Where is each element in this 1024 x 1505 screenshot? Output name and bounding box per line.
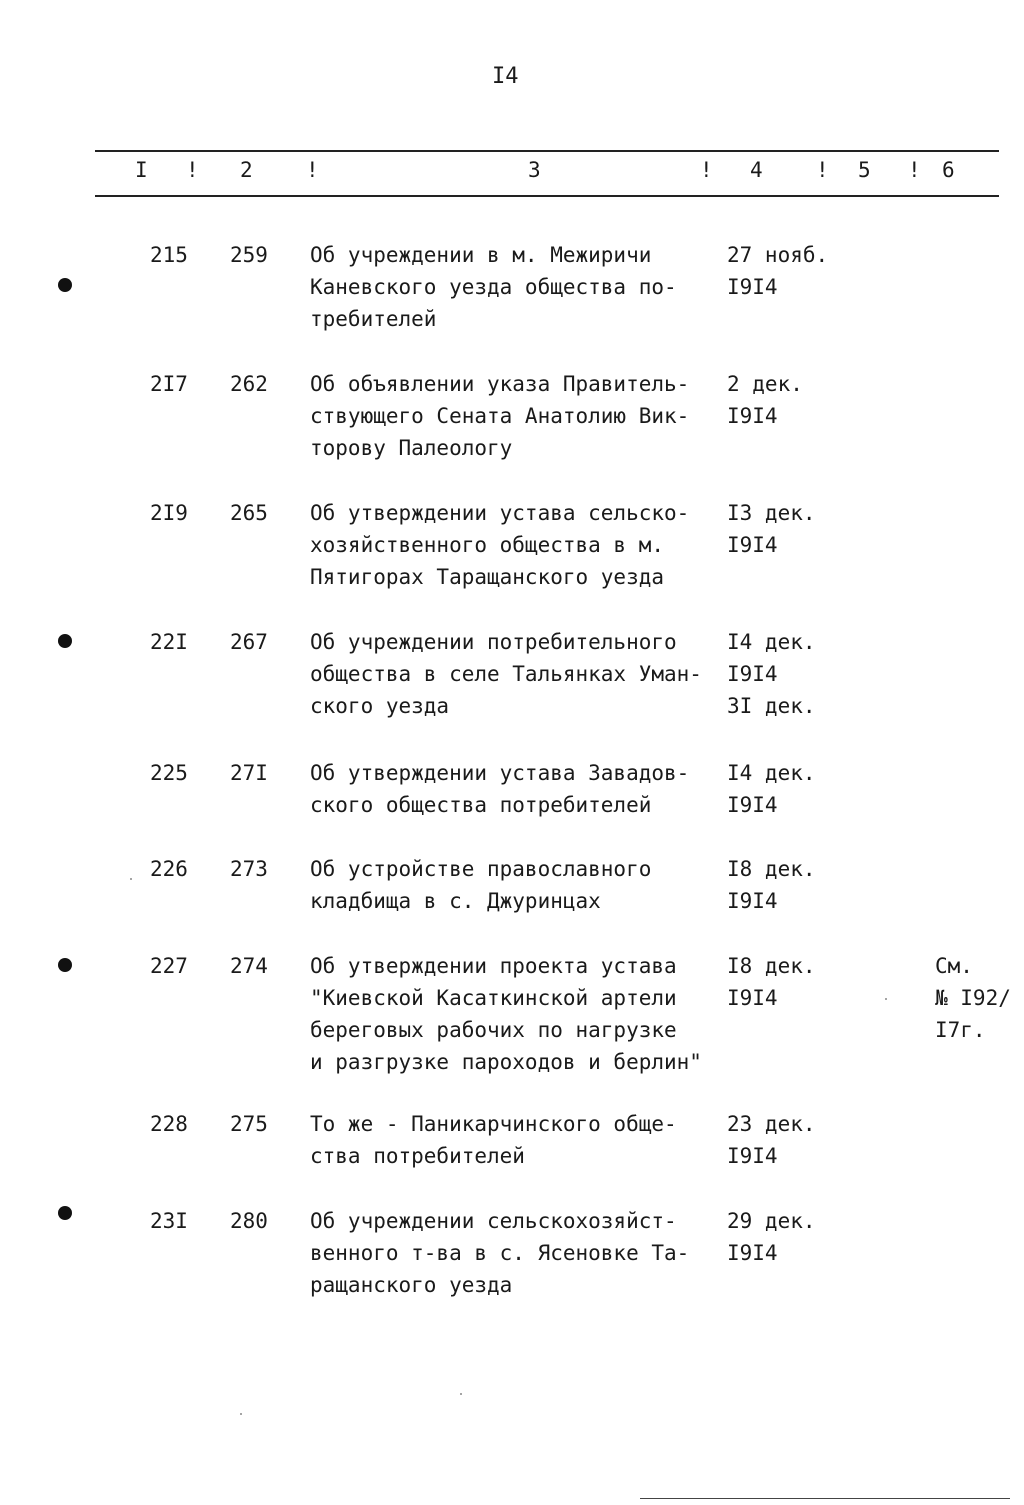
case-date-line: I4 дек. xyxy=(727,761,816,785)
case-number: 27I xyxy=(230,761,268,785)
case-date xyxy=(727,757,816,821)
punch-hole xyxy=(58,958,72,972)
case-date-line: I4 дек. xyxy=(727,630,816,654)
case-date-line: 3I дек. xyxy=(727,694,816,718)
case-title-line: ского уезда xyxy=(310,694,450,718)
case-note xyxy=(935,950,1011,1046)
header-col-6: 6 xyxy=(942,158,955,182)
case-title-line: ского общества потребителей xyxy=(310,793,652,817)
case-title-line: кладбища в с. Джуринцах xyxy=(310,889,601,913)
case-date-line: I8 дек. xyxy=(727,857,816,881)
case-date-line: I3 дек. xyxy=(727,501,816,525)
case-date-line: I9I4 xyxy=(727,1144,778,1168)
case-date-line: I9I4 xyxy=(727,986,778,1010)
row-number: 225 xyxy=(150,761,188,785)
case-number: 280 xyxy=(230,1209,268,1233)
case-title-line: Об учреждении потребительного xyxy=(310,630,677,654)
case-title-line: требителей xyxy=(310,307,437,331)
header-separator: ! xyxy=(186,158,199,182)
page-number: I4 xyxy=(492,64,519,89)
case-title-line: Об устройстве православного xyxy=(310,857,652,881)
case-date xyxy=(727,853,816,917)
header-separator: ! xyxy=(306,158,319,182)
row-number: 23I xyxy=(150,1209,188,1233)
row-number: 226 xyxy=(150,857,188,881)
header-separator: ! xyxy=(908,158,921,182)
case-date-line: I9I4 xyxy=(727,793,778,817)
punch-hole xyxy=(58,1206,72,1220)
case-title-line: Каневского уезда общества по- xyxy=(310,275,677,299)
row-number: 228 xyxy=(150,1112,188,1136)
case-title-line: Об утверждении проекта устава xyxy=(310,954,677,978)
case-title xyxy=(310,368,725,464)
case-date xyxy=(727,1205,816,1269)
footer-rule xyxy=(640,1498,1010,1499)
case-title-line: ращанского уезда xyxy=(310,1273,513,1297)
case-date-line: I9I4 xyxy=(727,662,778,686)
case-title-line: Об учреждении в м. Межиричи xyxy=(310,243,652,267)
case-date-line: I9I4 xyxy=(727,404,778,428)
case-number: 274 xyxy=(230,954,268,978)
speck xyxy=(885,998,887,1000)
header-col-1: I xyxy=(135,158,148,182)
case-date-line: I8 дек. xyxy=(727,954,816,978)
case-title-line: торову Палеологу xyxy=(310,436,513,460)
header-col-4: 4 xyxy=(750,158,763,182)
case-date xyxy=(727,1108,816,1172)
case-date xyxy=(727,368,803,432)
case-title xyxy=(310,950,725,1078)
header-col-3: 3 xyxy=(528,158,541,182)
case-date xyxy=(727,497,816,561)
case-title-line: общества в селе Тальянках Уман- xyxy=(310,662,702,686)
speck xyxy=(240,1413,242,1415)
case-title-line: венного т-ва в с. Ясеновке Та- xyxy=(310,1241,690,1265)
case-title-line: ства потребителей xyxy=(310,1144,525,1168)
case-date xyxy=(727,239,828,303)
punch-hole xyxy=(58,278,72,292)
row-number: 227 xyxy=(150,954,188,978)
case-note-line: I7г. xyxy=(935,1018,986,1042)
case-title-line: ствующего Сената Анатолию Вик- xyxy=(310,404,690,428)
header-col-2: 2 xyxy=(240,158,253,182)
row-number: 2I7 xyxy=(150,372,188,396)
row-number: 2I9 xyxy=(150,501,188,525)
case-title-line: Пятигорах Таращанского уезда xyxy=(310,565,665,589)
case-title-line: хозяйственного общества в м. xyxy=(310,533,665,557)
case-title-line: То же - Паникарчинского обще- xyxy=(310,1112,677,1136)
speck xyxy=(460,1393,462,1395)
table-top-rule xyxy=(95,150,999,152)
case-title-line: Об утверждении устава сельско- xyxy=(310,501,690,525)
case-title-line: береговых рабочих по нагрузке xyxy=(310,1018,677,1042)
row-number: 22I xyxy=(150,630,188,654)
table-header-bottom-rule xyxy=(95,195,999,197)
case-title-line: Об учреждении сельскохозяйст- xyxy=(310,1209,677,1233)
header-separator: ! xyxy=(816,158,829,182)
case-title-line: "Киевской Касаткинской артели xyxy=(310,986,677,1010)
case-number: 267 xyxy=(230,630,268,654)
case-date-line: I9I4 xyxy=(727,533,778,557)
case-title xyxy=(310,239,725,335)
case-number: 262 xyxy=(230,372,268,396)
case-note-line: № I92/ xyxy=(935,986,1011,1010)
case-date-line: I9I4 xyxy=(727,275,778,299)
case-title xyxy=(310,497,725,593)
case-date xyxy=(727,950,816,1014)
case-title xyxy=(310,1205,725,1301)
case-note-line: См. xyxy=(935,954,973,978)
case-number: 275 xyxy=(230,1112,268,1136)
case-title-line: Об объявлении указа Правитель- xyxy=(310,372,690,396)
case-date-line: I9I4 xyxy=(727,889,778,913)
case-number: 259 xyxy=(230,243,268,267)
case-title xyxy=(310,626,725,722)
punch-hole xyxy=(58,634,72,648)
case-number: 265 xyxy=(230,501,268,525)
case-title-line: и разгрузке пароходов и берлин" xyxy=(310,1050,702,1074)
case-date xyxy=(727,626,816,722)
speck xyxy=(130,878,132,880)
case-title-line: Об утверждении устава Завадов- xyxy=(310,761,690,785)
case-date-line: 2 дек. xyxy=(727,372,803,396)
case-date-line: 29 дек. xyxy=(727,1209,816,1233)
header-col-5: 5 xyxy=(858,158,871,182)
case-date-line: 27 нояб. xyxy=(727,243,829,267)
case-title xyxy=(310,757,725,821)
row-number: 215 xyxy=(150,243,188,267)
case-number: 273 xyxy=(230,857,268,881)
case-title xyxy=(310,853,725,917)
header-separator: ! xyxy=(700,158,713,182)
case-date-line: 23 дек. xyxy=(727,1112,816,1136)
case-title xyxy=(310,1108,725,1172)
case-date-line: I9I4 xyxy=(727,1241,778,1265)
